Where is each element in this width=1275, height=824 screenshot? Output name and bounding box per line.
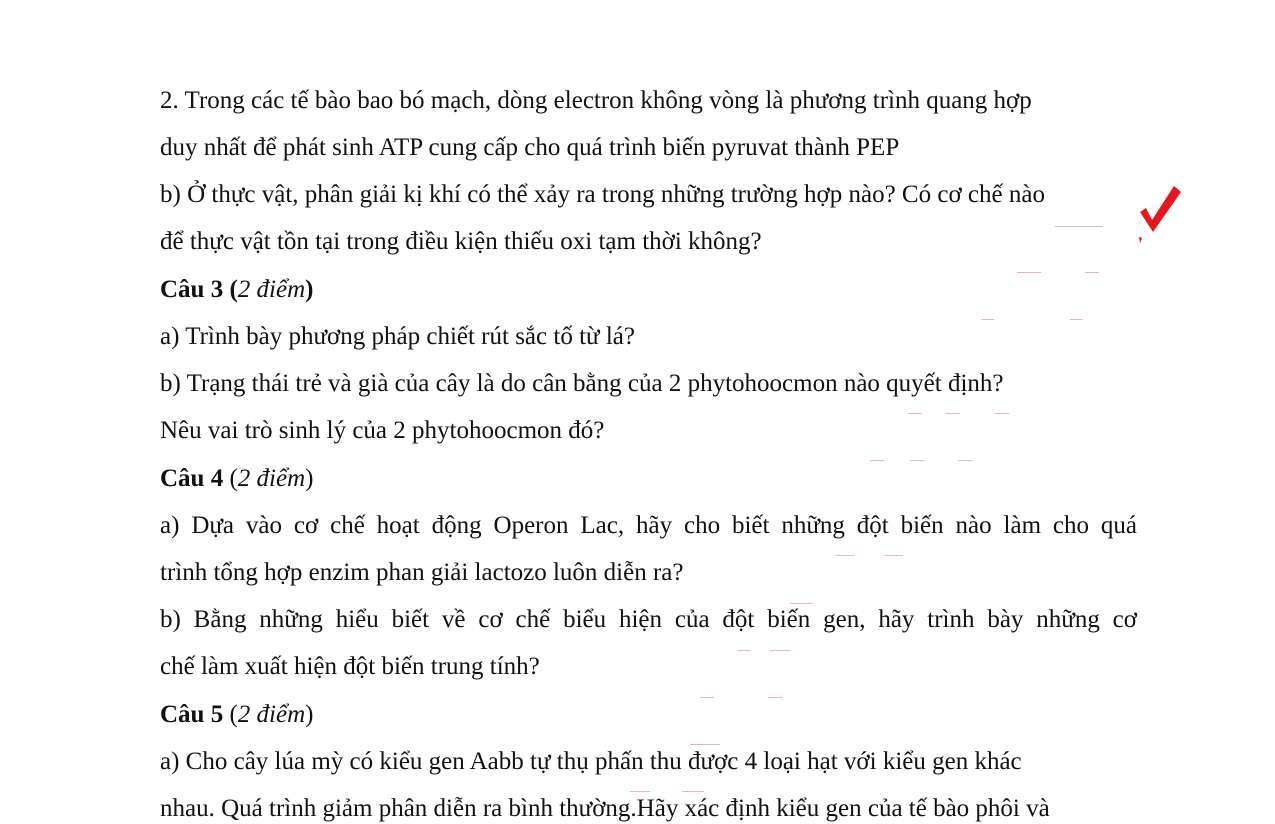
- annotation-dash: [630, 791, 650, 792]
- annotation-dash: [682, 791, 704, 792]
- paren-open: (: [223, 701, 238, 728]
- text-line: Nêu vai trò sinh lý của 2 phytohoocmon đó?: [160, 417, 605, 444]
- annotation-dash: [885, 555, 903, 556]
- annotation-dash: [836, 555, 854, 556]
- paren-open: (: [223, 276, 238, 303]
- annotation-dash: [946, 413, 960, 414]
- question-points: 2 điểm: [237, 701, 306, 728]
- annotation-dash: [738, 650, 750, 651]
- text-line: để thực vật tồn tại trong điều kiện thiếu oxi tạm thời không?: [160, 228, 762, 255]
- annotation-dash: [690, 744, 720, 745]
- question-label: Câu 4: [160, 465, 224, 492]
- question-heading-4: [160, 464, 1140, 494]
- annotation-dash: [770, 650, 790, 651]
- question-label: Câu 3: [160, 276, 224, 303]
- question-heading-5: [160, 700, 1140, 730]
- text-line: a) Trình bày phương pháp chiết rút sắc tố từ lá?: [160, 323, 635, 350]
- annotation-dash: [1085, 272, 1099, 273]
- text-line: a) Cho cây lúa mỳ có kiểu gen Aabb tự thụ phấn thu được 4 loại hạt với kiểu gen khác: [160, 748, 1022, 775]
- question-label: Câu 5: [160, 701, 224, 728]
- paren-close: ): [305, 465, 314, 492]
- text-line: nhau. Quá trình giảm phân diễn ra bình thường.Hãy xác định kiểu gen của tế bào phôi và: [160, 795, 1050, 822]
- annotation-dash: [1017, 272, 1041, 273]
- text-line: a) Dựa vào cơ chế hoạt động Operon Lac, hãy cho biết những đột biến nào làm cho quá: [160, 512, 1137, 539]
- annotation-dash: [768, 697, 782, 698]
- annotation-dash: [958, 460, 972, 461]
- text-line: chế làm xuất hiện đột biến trung tính?: [160, 653, 540, 680]
- annotation-dash: [910, 460, 924, 461]
- annotation-dash: [870, 460, 884, 461]
- annotation-dash: [1070, 319, 1082, 320]
- text-line: duy nhất để phát sinh ATP cung cấp cho quá trình biến pyruvat thành PEP: [160, 134, 900, 161]
- annotation-dash: [700, 697, 714, 698]
- annotation-dash: [908, 413, 922, 414]
- annotation-dash: [982, 319, 994, 320]
- text-line: b) Trạng thái trẻ và già của cây là do cân bằng của 2 phytohoocmon nào quyết định?: [160, 370, 1004, 397]
- text-line: trình tổng hợp enzim phan giải lactozo luôn diễn ra?: [160, 559, 684, 586]
- checkmark-icon: [1134, 182, 1184, 244]
- question-points: 2 điểm: [237, 276, 306, 303]
- annotation-dash: [790, 603, 812, 604]
- paren-close: ): [305, 701, 314, 728]
- annotation-dash: [1055, 226, 1103, 227]
- question-heading-3: [160, 275, 1140, 305]
- paren-open: (: [223, 465, 238, 492]
- text-line: 2. Trong các tế bào bao bó mạch, dòng electron không vòng là phương trình quang hợp: [160, 87, 1032, 114]
- annotation-dash: [995, 413, 1009, 414]
- paren-close: ): [305, 276, 314, 303]
- text-line: b) Ở thực vật, phân giải kị khí có thể xảy ra trong những trường hợp nào? Có cơ chế nào: [160, 181, 1045, 208]
- text-line: b) Bằng những hiểu biết về cơ chế biểu hiện của đột biến gen, hãy trình bày những cơ: [160, 606, 1137, 633]
- question-points: 2 điểm: [237, 465, 306, 492]
